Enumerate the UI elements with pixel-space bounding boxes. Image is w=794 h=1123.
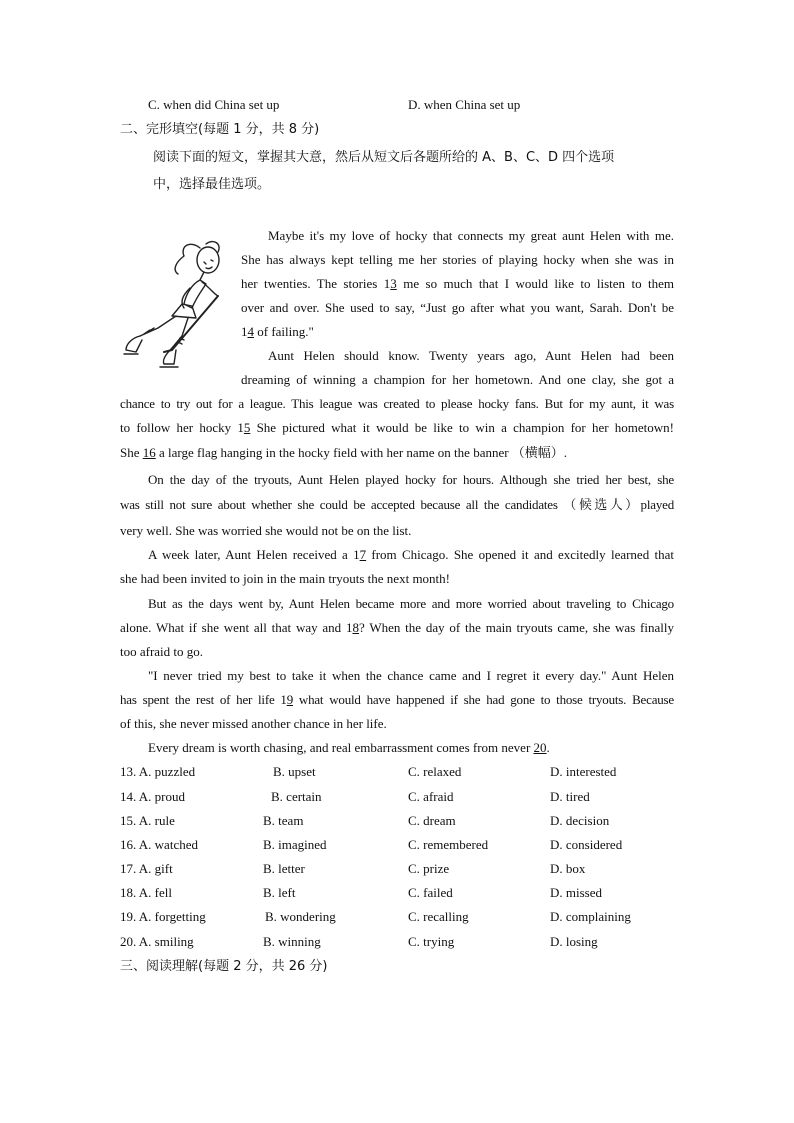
q15-option-b[interactable]: B. team bbox=[263, 813, 304, 828]
section2-instruction-line2: 中，选择最佳选项。 bbox=[153, 177, 271, 192]
q15-option-c[interactable]: C. dream bbox=[408, 813, 456, 828]
option-c-prev: C. when did China set up bbox=[148, 97, 280, 112]
q18-option-d[interactable]: D. missed bbox=[550, 885, 602, 900]
blank-14: 4 bbox=[247, 324, 254, 339]
passage-line-11: On the day of the tryouts, Aunt Helen played hocky for hours. Although she tried her best, she bbox=[148, 472, 674, 487]
blank-13: 3 bbox=[390, 276, 397, 291]
passage-line-3: her twenties. The stories 13 me so much that I would like to listen to them bbox=[241, 276, 674, 291]
q20-option-d[interactable]: D. losing bbox=[550, 934, 598, 949]
q16-option-d[interactable]: D. considered bbox=[550, 837, 623, 852]
q19-option-b[interactable]: B. wondering bbox=[265, 909, 336, 924]
passage-line-6: Aunt Helen should know. Twenty years ago, Aunt Helen had been bbox=[268, 348, 674, 363]
passage-line-7: dreaming of winning a champion for her hometown. And one clay, she got a bbox=[241, 372, 674, 387]
passage-line-12: was still not sure about whether she could be accepted because all the candidates （候选人）played bbox=[120, 497, 674, 512]
blank-15: 5 bbox=[243, 420, 251, 435]
q15-option-d[interactable]: D. decision bbox=[550, 813, 610, 828]
passage-line-8: chance to try out for a league. This league was created to please hocky fans. But for my aunt, it was bbox=[120, 396, 674, 411]
passage-line-14: A week later, Aunt Helen received a 17 from Chicago. She opened it and excitedly learned that bbox=[148, 547, 674, 562]
q19-option-c[interactable]: C. recalling bbox=[408, 909, 469, 924]
q20-option-a[interactable]: 20. A. smiling bbox=[120, 934, 194, 949]
passage-line-1: Maybe it's my love of hocky that connects my great aunt Helen with me. bbox=[268, 228, 674, 243]
q20-option-b[interactable]: B. winning bbox=[263, 934, 321, 949]
passage-line-20: has spent the rest of her life 19 what would have happened if she had gone to those tryouts. Because bbox=[120, 692, 674, 707]
hockey-girl-illustration bbox=[118, 236, 236, 370]
q16-option-c[interactable]: C. remembered bbox=[408, 837, 489, 852]
passage-line-22: Every dream is worth chasing, and real embarrassment comes from never 20. bbox=[148, 740, 550, 755]
q17-option-a[interactable]: 17. A. gift bbox=[120, 861, 173, 876]
passage-line-21: of this, she never missed another chance in her life. bbox=[120, 716, 387, 731]
q14-option-b[interactable]: B. certain bbox=[271, 789, 322, 804]
q16-option-b[interactable]: B. imagined bbox=[263, 837, 327, 852]
blank-16: 16 bbox=[142, 445, 156, 460]
q14-option-a[interactable]: 14. A. proud bbox=[120, 789, 185, 804]
passage-line-2: She has always kept telling me her stories of playing hocky when she was in bbox=[241, 252, 674, 267]
q18-option-b[interactable]: B. left bbox=[263, 885, 296, 900]
q13-option-b[interactable]: B. upset bbox=[273, 764, 316, 779]
passage-line-18: too afraid to go. bbox=[120, 644, 204, 659]
blank-19: 9 bbox=[286, 692, 294, 707]
q20-option-c[interactable]: C. trying bbox=[408, 934, 455, 949]
passage-line-5: 14 of failing." bbox=[241, 324, 314, 339]
q19-option-d[interactable]: D. complaining bbox=[550, 909, 631, 924]
blank-20: 20 bbox=[533, 740, 547, 755]
passage-line-19: "I never tried my best to take it when the chance came and I regret it every day." Aunt Helen bbox=[148, 668, 674, 683]
q15-option-a[interactable]: 15. A. rule bbox=[120, 813, 175, 828]
passage-line-17: alone. What if she went all that way and 18? When the day of the main tryouts came, she was finally bbox=[120, 620, 674, 635]
section2-instruction-line1: 阅读下面的短文，掌握其大意，然后从短文后各题所给的 A、B、C、D 四个选项 bbox=[153, 150, 615, 165]
option-d-prev: D. when China set up bbox=[408, 97, 521, 112]
q13-option-d[interactable]: D. interested bbox=[550, 764, 617, 779]
section3-title: 三、阅读理解(每题 2 分，共 26 分) bbox=[120, 959, 328, 974]
q14-option-c[interactable]: C. afraid bbox=[408, 789, 454, 804]
q17-option-c[interactable]: C. prize bbox=[408, 861, 450, 876]
passage-line-4: over and over. She used to say, “Just go after what you want, Sarah. Don't be bbox=[241, 300, 674, 315]
passage-line-10: She 16 a large flag hanging in the hocky field with her name on the banner （横幅）. bbox=[120, 445, 568, 460]
q18-option-c[interactable]: C. failed bbox=[408, 885, 453, 900]
passage-line-13: very well. She was worried she would not be on the list. bbox=[120, 523, 412, 538]
q17-option-b[interactable]: B. letter bbox=[263, 861, 305, 876]
blank-18: 8 bbox=[352, 620, 359, 635]
q16-option-a[interactable]: 16. A. watched bbox=[120, 837, 198, 852]
q17-option-d[interactable]: D. box bbox=[550, 861, 586, 876]
q19-option-a[interactable]: 19. A. forgetting bbox=[120, 909, 206, 924]
passage-line-16: But as the days went by, Aunt Helen became more and more worried about traveling to Chicago bbox=[148, 596, 674, 611]
section2-title: 二、完形填空(每题 1 分，共 8 分) bbox=[120, 122, 320, 137]
q18-option-a[interactable]: 18. A. fell bbox=[120, 885, 172, 900]
passage-line-15: she had been invited to join in the main tryouts the next month! bbox=[120, 571, 450, 586]
q13-option-c[interactable]: C. relaxed bbox=[408, 764, 462, 779]
q14-option-d[interactable]: D. tired bbox=[550, 789, 590, 804]
passage-line-9: to follow her hocky 15 She pictured what it would be like to win a champion for her hometown! bbox=[120, 420, 675, 435]
blank-17: 7 bbox=[359, 547, 367, 562]
q13-option-a[interactable]: 13. A. puzzled bbox=[120, 764, 196, 779]
